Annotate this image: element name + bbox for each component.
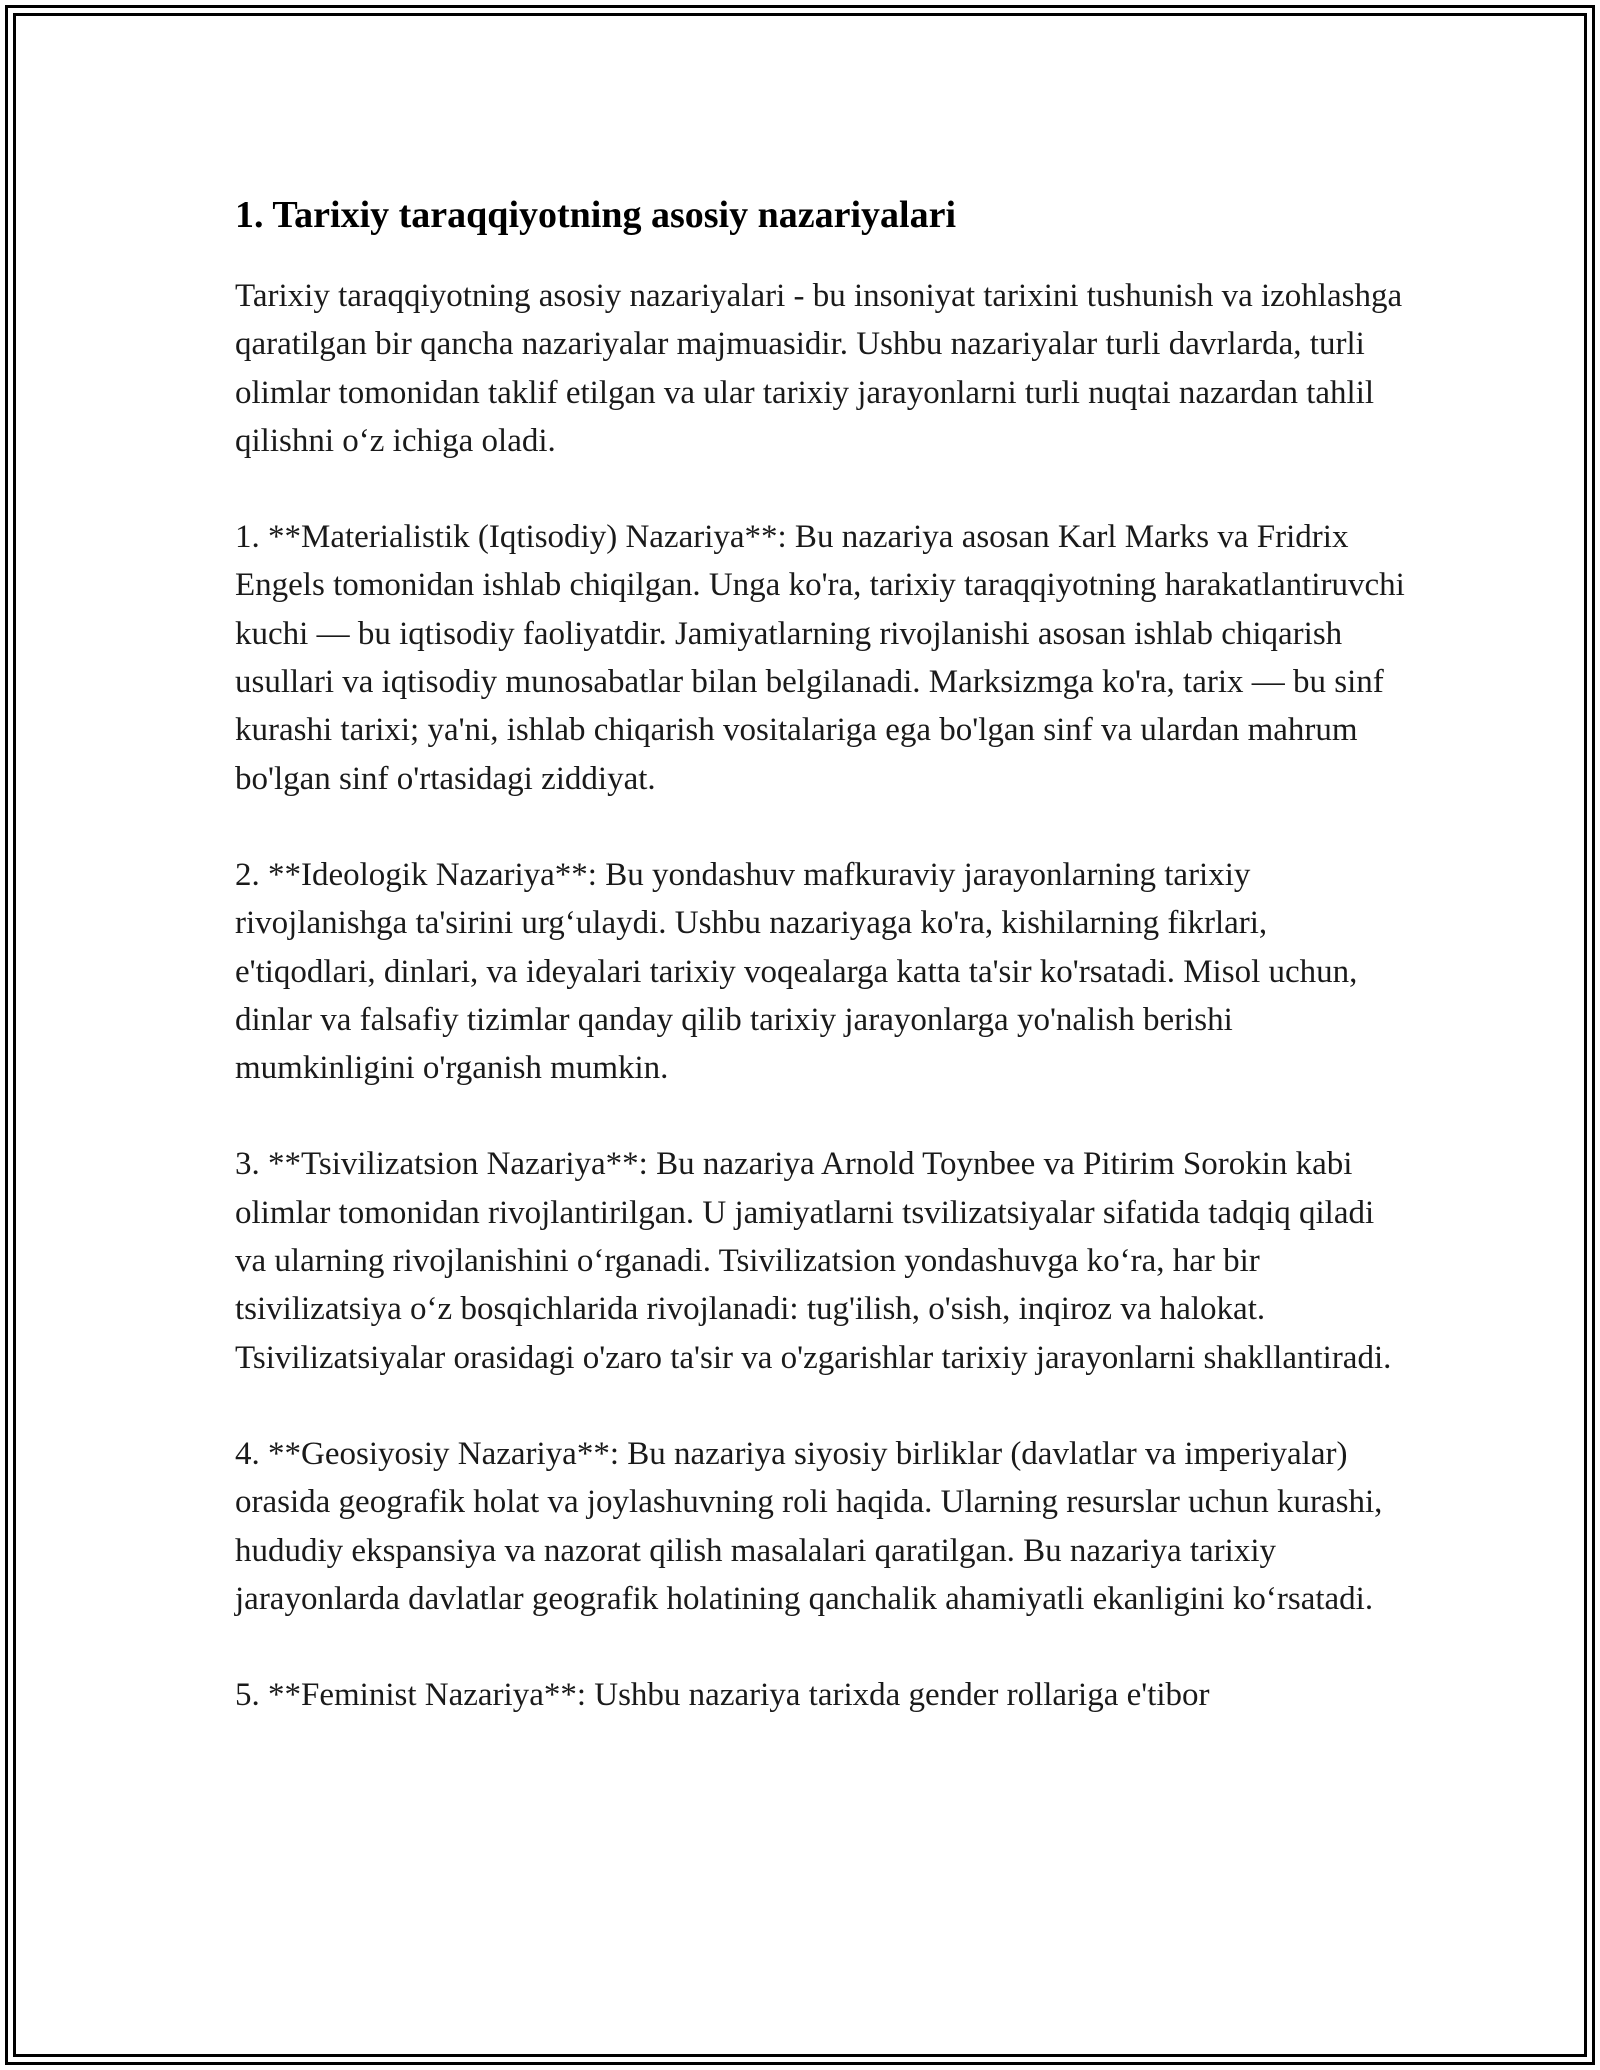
document-title: 1. Tarixiy taraqqiyotning asosiy nazariyalari bbox=[235, 194, 957, 236]
document-page bbox=[235, 190, 1405, 1767]
intro-paragraph: Tarixiy taraqqiyotning asosiy nazariyalari - bu insoniyat tarixini tushunish va izohlashga qaratilgan bir qancha nazariyalar majmuasidir. Ushbu nazariyalar turli davrlarda, turli olimlar tomonidan taklif etilgan va ular tarixiy jarayonlarni turli nuqtai nazardan tahlil qilishni oʻz ichiga oladi. bbox=[235, 278, 1403, 459]
theory-paragraph-materialistic: 1. **Materialistik (Iqtisodiy) Nazariya**: Bu nazariya asosan Karl Marks va Fridrix Engels tomonidan ishlab chiqilgan. Unga ko'ra, tarixiy taraqqiyotning harakatlantiruvchi kuchi — bu iqtisodiy faoliyatdir. Jamiyatlarning rivojlanishi asosan ishlab chiqarish usullari va iqtisodiy munosabatlar bilan belgilanadi. Marksizmga ko'ra, tarix — bu sinf kurashi tarixi; ya'ni, ishlab chiqarish vositalariga ega bo'lgan sinf va ulardan mahrum bo'lgan sinf o'rtasidagi ziddiyat. bbox=[235, 519, 1405, 797]
theory-paragraph-ideological: 2. **Ideologik Nazariya**: Bu yondashuv mafkuraviy jarayonlarning tarixiy rivojlanishga ta'sirini urgʻulaydi. Ushbu nazariyaga ko'ra, kishilarning fikrlari, e'tiqodlari, dinlari, va ideyalari tarixiy voqealarga katta ta'sir ko'rsatadi. Misol uchun, dinlar va falsafiy tizimlar qanday qilib tarixiy jarayonlarga yo'nalish berishi mumkinligini o'rganish mumkin. bbox=[235, 856, 1358, 1087]
theory-paragraph-civilizational: 3. **Tsivilizatsion Nazariya**: Bu nazariya Arnold Toynbee va Pitirim Sorokin kabi olimlar tomonidan rivojlantirilgan. U jamiyatlarni tsvilizatsiyalar sifatida tadqiq qiladi va ularning rivojlanishini oʻrganadi. Tsivilizatsion yondashuvga koʻra, har bir tsivilizatsiya oʻz bosqichlarida rivojlanadi: tug'ilish, o'sish, inqiroz va halokat. Tsivilizatsiyalar orasidagi o'zaro ta'sir va o'zgarishlar tarixiy jarayonlarni shakllantiradi. bbox=[235, 1146, 1392, 1376]
theory-paragraph-geopolitical: 4. **Geosiyosiy Nazariya**: Bu nazariya siyosiy birliklar (davlatlar va imperiyalar) orasida geografik holat va joylashuvning roli haqida. Ularning resurslar uchun kurashi, hududiy ekspansiya va nazorat qilish masalalari qaratilgan. Bu nazariya tarixiy jarayonlarda davlatlar geografik holatining qanchalik ahamiyatli ekanligini koʻrsatadi. bbox=[235, 1435, 1383, 1617]
theory-paragraph-feminist: 5. **Feminist Nazariya**: Ushbu nazariya tarixda gender rollariga e'tibor bbox=[235, 1677, 1210, 1714]
